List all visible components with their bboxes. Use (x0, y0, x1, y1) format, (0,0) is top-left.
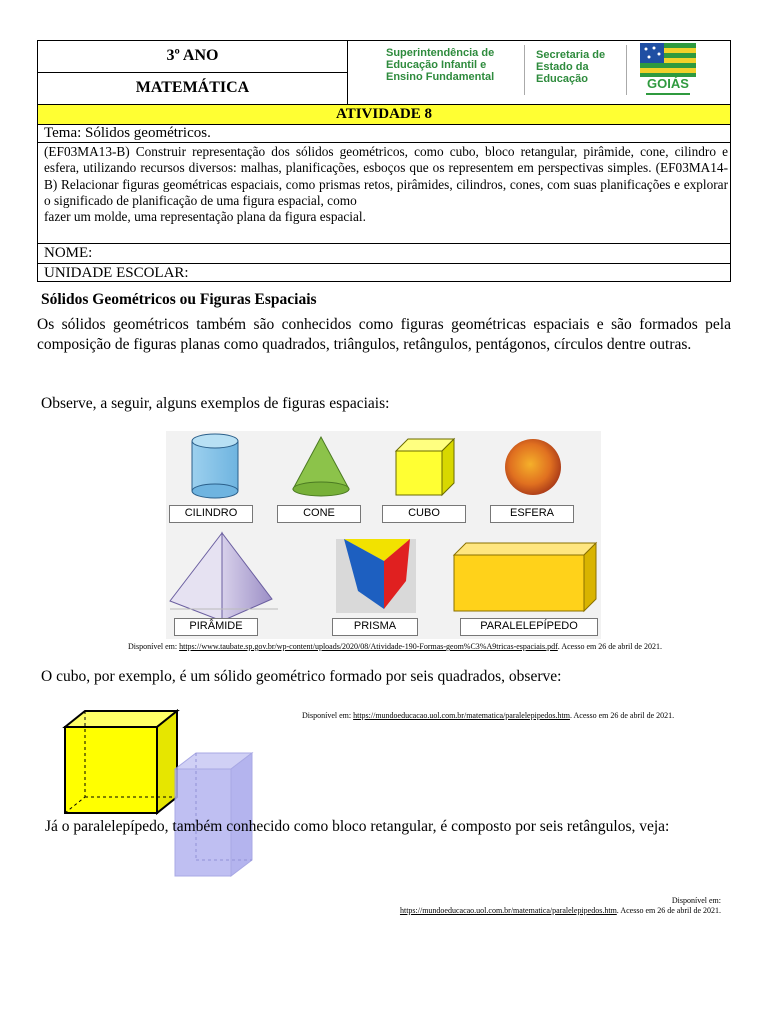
label-cube: CUBO (382, 505, 466, 523)
source-link[interactable]: https://mundoeducacao.uol.com.br/matematica/paralelepipedos.htm (399, 906, 617, 915)
theme-row: Tema: Sólidos geométricos. (38, 124, 730, 142)
prism-icon (336, 539, 416, 613)
intro-paragraph: Os sólidos geométricos também são conhecidos como figuras geométricas espaciais e são formados pela composição de figuras planas como quadrados, triângulos, retângulos, pentágonos, círculos dentre outras. (37, 316, 731, 353)
cube-paragraph: O cubo, por exemplo, é um sólido geométrico formado por seis quadrados, observe: (41, 668, 562, 685)
label-cylinder: CILINDRO (169, 505, 253, 523)
goias-flag-icon (640, 43, 696, 101)
grade-label: 3º ANO (38, 41, 348, 73)
examples-paragraph: Observe, a seguir, alguns exemplos de figuras espaciais: (41, 395, 390, 412)
skills-description: (EF03MA13-B) Construir representação dos sólidos geométricos, como cubo, bloco retangular, pirâmide, cone, cilindro e esfera, utilizando recursos diversos: malhas, planificações, esboços que os representem em perspectivas simples. (EF03MA14-B) Relacionar figuras geométricas espaciais, como prismas retos, pirâmides, cilindros, cones, com suas planificações e explorar o significado de planificação de uma figura espacial, como fazer um molde, uma representação plana da figura espacial. (38, 142, 730, 243)
label-parallelepiped: PARALELEPÍPEDO (460, 618, 598, 636)
sphere-icon (505, 439, 561, 495)
label-prism: PRISMA (332, 618, 418, 636)
goias-wordmark: GOIÁS (647, 76, 689, 91)
label-sphere: ESFERA (490, 505, 574, 523)
label-cone: CONE (277, 505, 361, 523)
label-pyramid: PIRÂMIDE (174, 618, 258, 636)
section-title: Sólidos Geométricos ou Figuras Espaciais (41, 291, 317, 308)
cube-icon (396, 439, 454, 495)
solids-illustration (166, 431, 601, 639)
parallelepiped-icon (454, 543, 596, 611)
cylinder-icon (192, 434, 238, 498)
logo-superintendencia: Superintendência de Educação Infantil e Ensino Fundamental (386, 47, 495, 83)
lavender-parallelepiped-icon (175, 753, 252, 876)
source-link[interactable]: https://mundoeducacao.uol.com.br/matematica/paralelepipedos.htm (353, 711, 570, 720)
figure-source-caption: Disponível em: https://www.taubate.sp.gov.br/wp-content/uploads/2020/08/Atividade-190-Formas-geom%C3%A9tricas-espaciais.pdf. Acesso em 26 de abril de 2021. (128, 642, 662, 651)
header-table (37, 40, 731, 282)
logo-divider (524, 45, 525, 95)
cube-source-caption: Disponível em: https://mundoeducacao.uol.com.br/matematica/paralelepipedos.htm. Acesso em 26 de abril de 2021. (302, 711, 675, 720)
school-field-label: UNIDADE ESCOLAR: (38, 263, 730, 282)
solids-figure (166, 431, 601, 639)
source-link[interactable]: https://www.taubate.sp.gov.br/wp-content/uploads/2020/08/Atividade-190-Formas-geom%C3%A9tricas-espaciais.pdf (179, 642, 558, 651)
subject-label: MATEMÁTICA (38, 73, 348, 104)
parallelepiped-paragraph: Já o paralelepípedo, também conhecido como bloco retangular, é composto por seis retângulos, veja: (45, 818, 670, 835)
activity-title: ATIVIDADE 8 (38, 104, 730, 124)
logo-divider (626, 45, 627, 95)
yellow-cube-icon (65, 711, 177, 813)
header-logos (348, 41, 730, 104)
parallelepiped-source-caption: Disponível em: https://mundoeducacao.uol.com.br/matematica/paralelepipedos.htm. Acesso em 26 de abril de 2021. (399, 896, 721, 915)
name-field-label: NOME: (38, 243, 730, 263)
logo-secretaria: Secretaria de Estado da Educação (536, 49, 606, 85)
cube-parallelepiped-illustration (55, 705, 255, 880)
